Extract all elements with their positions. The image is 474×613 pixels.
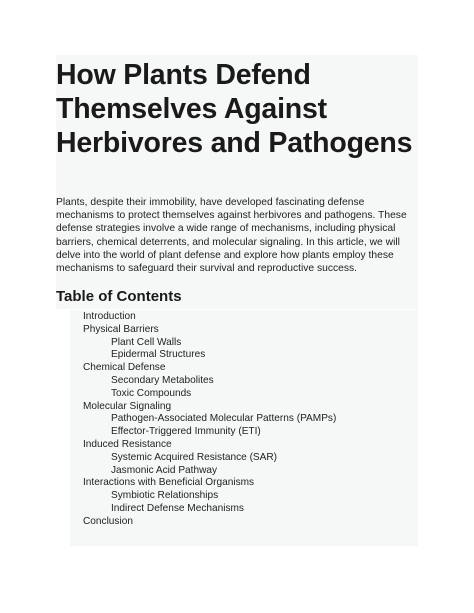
toc-item[interactable]: Molecular Signaling bbox=[83, 400, 172, 412]
table-of-contents bbox=[83, 311, 413, 529]
toc-subitem[interactable]: Systemic Acquired Resistance (SAR) bbox=[111, 451, 278, 463]
toc-item[interactable]: Conclusion bbox=[83, 515, 133, 527]
document-title: How Plants Defend Themselves Against Herbivores and Pathogens bbox=[56, 59, 413, 159]
toc-subitem[interactable]: Effector-Triggered Immunity (ETI) bbox=[111, 426, 261, 438]
toc-item[interactable]: Introduction bbox=[83, 311, 136, 322]
toc-subitem[interactable]: Symbiotic Relationships bbox=[111, 490, 219, 502]
intro-paragraph: Plants, despite their immobility, have developed fascinating defense mechanisms to protect themselves against herbivores and pathogens. These defense strategies involve a wide range of mechanisms, including physical barriers, chemical deterrents, and molecular signaling. In this article, we will delve into the world of plant defense and explore how plants employ these mechanisms to safeguard their survival and reproductive success. bbox=[56, 197, 407, 275]
toc-subitem[interactable]: Epidermal Structures bbox=[111, 349, 206, 361]
toc-subitem[interactable]: Indirect Defense Mechanisms bbox=[111, 502, 244, 514]
toc-item[interactable]: Physical Barriers bbox=[83, 323, 159, 335]
toc-subitem[interactable]: Jasmonic Acid Pathway bbox=[111, 464, 218, 476]
toc-subitem[interactable]: Plant Cell Walls bbox=[111, 336, 182, 348]
toc-heading: Table of Contents bbox=[56, 288, 182, 305]
toc-subitem[interactable]: Pathogen-Associated Molecular Patterns (PAMPs) bbox=[111, 413, 337, 425]
toc-subitem[interactable]: Secondary Metabolites bbox=[111, 374, 214, 386]
toc-subitem[interactable]: Toxic Compounds bbox=[111, 387, 192, 399]
toc-item[interactable]: Interactions with Beneficial Organisms bbox=[83, 477, 255, 489]
toc-item[interactable]: Chemical Defense bbox=[83, 362, 166, 374]
toc-item[interactable]: Induced Resistance bbox=[83, 438, 172, 450]
